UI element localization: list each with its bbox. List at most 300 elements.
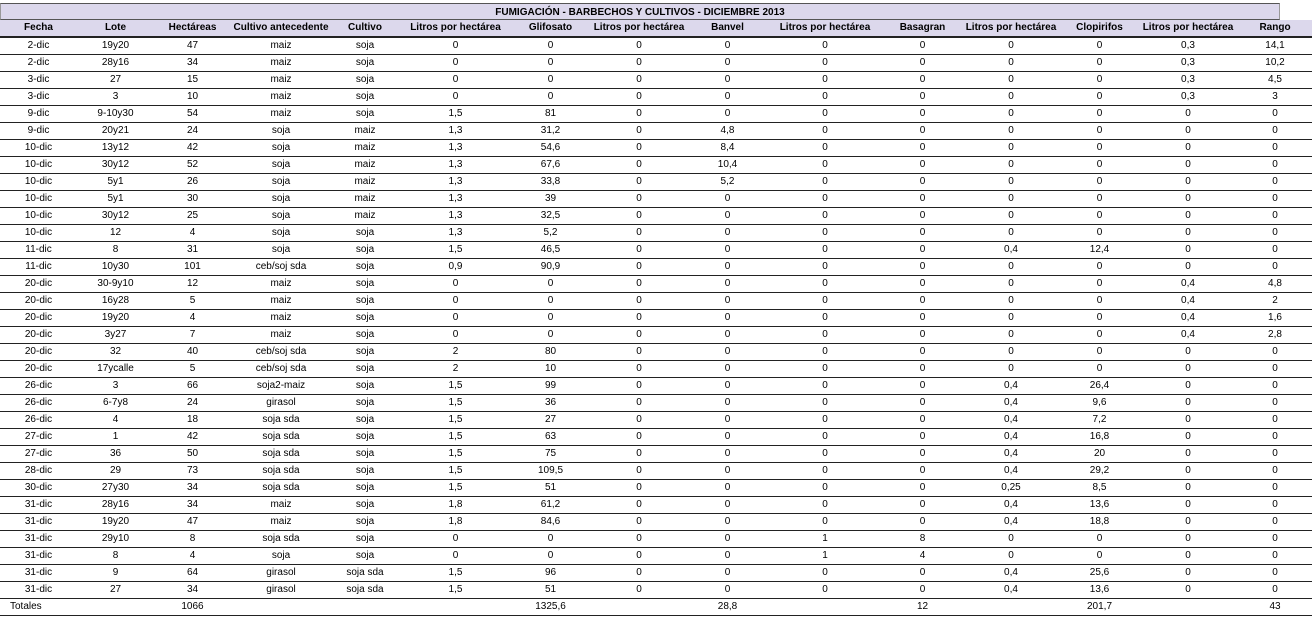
table-cell: 0 <box>1061 157 1138 174</box>
table-cell: soja <box>331 463 399 480</box>
table-cell: soja sda <box>231 412 331 429</box>
table-cell: 0 <box>689 276 766 293</box>
table-cell: 0 <box>589 157 689 174</box>
table-row <box>0 378 1312 395</box>
table-cell: 0 <box>589 89 689 106</box>
table-cell: 0,3 <box>1138 89 1238 106</box>
table-cell: 14,1 <box>1238 37 1312 55</box>
table-cell: 101 <box>154 259 231 276</box>
table-cell: 0 <box>766 310 884 327</box>
table-cell: 0 <box>689 242 766 259</box>
table-cell: 3-dic <box>0 89 77 106</box>
table-cell: maiz <box>331 157 399 174</box>
table-cell: 0 <box>766 106 884 123</box>
table-cell: soja <box>231 140 331 157</box>
table-cell: 34 <box>154 582 231 599</box>
table-cell: 0 <box>589 344 689 361</box>
table-cell: 19y20 <box>77 37 154 55</box>
table-cell: 0 <box>1061 140 1138 157</box>
table-cell: 0 <box>589 582 689 599</box>
table-cell: 39 <box>512 191 589 208</box>
table-row <box>0 191 1312 208</box>
table-cell: 0,4 <box>961 582 1061 599</box>
table-cell: 0 <box>689 565 766 582</box>
table-cell: 4 <box>77 412 154 429</box>
column-header: Fecha <box>0 20 77 37</box>
table-row <box>0 548 1312 565</box>
table-cell: soja <box>331 310 399 327</box>
table-cell: 0 <box>689 225 766 242</box>
table-cell: 0 <box>689 89 766 106</box>
table-cell: 0 <box>1061 344 1138 361</box>
table-cell: soja sda <box>231 480 331 497</box>
table-cell: 0 <box>961 548 1061 565</box>
table-cell: 0,4 <box>961 242 1061 259</box>
table-cell: maiz <box>231 310 331 327</box>
table-cell: soja sda <box>231 429 331 446</box>
table-cell: 0 <box>689 429 766 446</box>
table-cell: 3 <box>1238 89 1312 106</box>
table-cell: soja <box>331 72 399 89</box>
table-cell: maiz <box>331 208 399 225</box>
table-cell: 0 <box>1061 37 1138 55</box>
table-row <box>0 395 1312 412</box>
table-cell: 31-dic <box>0 497 77 514</box>
table-cell: 0 <box>1138 106 1238 123</box>
table-cell: 0 <box>1238 225 1312 242</box>
table-cell: 0 <box>1238 123 1312 140</box>
table-cell: 1,5 <box>399 446 512 463</box>
table-cell: 0 <box>884 582 961 599</box>
table-cell: 0 <box>689 480 766 497</box>
table-cell: 0 <box>1138 140 1238 157</box>
table-cell: 31-dic <box>0 514 77 531</box>
table-cell: 0 <box>1238 157 1312 174</box>
table-cell: 10,2 <box>1238 55 1312 72</box>
table-cell: 0 <box>1061 89 1138 106</box>
table-cell: 1,5 <box>399 480 512 497</box>
table-cell: 0 <box>884 55 961 72</box>
table-cell: 0 <box>1061 225 1138 242</box>
table-cell: 0 <box>884 293 961 310</box>
table-cell <box>331 599 399 616</box>
table-row <box>0 514 1312 531</box>
table-cell: 0 <box>689 37 766 55</box>
table-cell <box>399 599 512 616</box>
table-cell: 0 <box>766 259 884 276</box>
table-cell: 0,4 <box>961 463 1061 480</box>
table-cell: 0 <box>399 293 512 310</box>
table-cell: 0 <box>512 276 589 293</box>
column-header: Litros por hectárea <box>399 20 512 37</box>
table-cell: 29,2 <box>1061 463 1138 480</box>
table-cell: 1066 <box>154 599 231 616</box>
table-cell: 73 <box>154 463 231 480</box>
table-cell: 0 <box>1238 191 1312 208</box>
table-cell: soja <box>331 361 399 378</box>
table-cell: 0 <box>1238 514 1312 531</box>
table-row <box>0 497 1312 514</box>
table-row <box>0 106 1312 123</box>
table-cell: 0 <box>1238 446 1312 463</box>
table-cell: 0 <box>766 276 884 293</box>
table-cell: 33,8 <box>512 174 589 191</box>
table-cell: 0 <box>1238 242 1312 259</box>
table-cell: 0 <box>589 259 689 276</box>
table-cell: 0 <box>1138 225 1238 242</box>
table-cell: ceb/soj sda <box>231 344 331 361</box>
table-cell: 0 <box>961 106 1061 123</box>
table-cell: 0 <box>961 293 1061 310</box>
table-cell: 1 <box>766 548 884 565</box>
table-cell: 0 <box>512 293 589 310</box>
table-cell: 0 <box>766 463 884 480</box>
table-cell: 9 <box>77 565 154 582</box>
table-cell: 0,25 <box>961 480 1061 497</box>
table-cell: 15 <box>154 72 231 89</box>
table-cell: 1,8 <box>399 497 512 514</box>
table-row <box>0 208 1312 225</box>
table-cell: 0 <box>766 429 884 446</box>
table-cell: 26-dic <box>0 395 77 412</box>
table-cell: soja <box>231 174 331 191</box>
table-cell: 0 <box>512 531 589 548</box>
table-cell: 0 <box>689 310 766 327</box>
table-cell: soja <box>331 259 399 276</box>
table-cell: 0 <box>399 548 512 565</box>
table-cell: 10-dic <box>0 225 77 242</box>
table-cell: 0 <box>1138 174 1238 191</box>
table-cell: 28,8 <box>689 599 766 616</box>
table-cell: 0 <box>884 514 961 531</box>
table-cell: soja <box>331 429 399 446</box>
table-cell: girasol <box>231 582 331 599</box>
table-cell: 0 <box>766 446 884 463</box>
table-cell: 0 <box>589 276 689 293</box>
table-cell: 47 <box>154 37 231 55</box>
table-cell: 0 <box>589 242 689 259</box>
table-cell: maiz <box>331 191 399 208</box>
column-header: Glifosato <box>512 20 589 37</box>
table-cell: 1,5 <box>399 378 512 395</box>
table-cell: 2 <box>399 361 512 378</box>
table-cell: 8,4 <box>689 140 766 157</box>
table-cell: 0 <box>961 344 1061 361</box>
table-cell: 0 <box>689 55 766 72</box>
table-cell: 0 <box>1138 395 1238 412</box>
table-cell: 0 <box>961 140 1061 157</box>
table-cell: 0 <box>884 174 961 191</box>
table-cell: soja <box>331 344 399 361</box>
table-cell: 42 <box>154 140 231 157</box>
table-cell: 1,5 <box>399 106 512 123</box>
table-cell: 64 <box>154 565 231 582</box>
table-cell: 0 <box>1138 531 1238 548</box>
table-cell: 0 <box>766 157 884 174</box>
column-header: Litros por hectárea <box>766 20 884 37</box>
table-cell: 32 <box>77 344 154 361</box>
table-cell: 0 <box>1138 565 1238 582</box>
table-cell: 0 <box>1238 429 1312 446</box>
table-cell: 4,5 <box>1238 72 1312 89</box>
table-cell: 0,4 <box>961 412 1061 429</box>
table-cell: 0 <box>1061 548 1138 565</box>
table-cell: maiz <box>231 89 331 106</box>
table-cell: 0 <box>884 191 961 208</box>
table-cell: 0,3 <box>1138 55 1238 72</box>
table-cell: 0 <box>1138 463 1238 480</box>
fumigation-table <box>0 20 1312 616</box>
table-cell: 0 <box>961 310 1061 327</box>
table-cell: 26-dic <box>0 378 77 395</box>
table-cell: 0,4 <box>961 446 1061 463</box>
table-cell <box>961 599 1061 616</box>
table-cell: 0 <box>1061 123 1138 140</box>
table-cell: 31 <box>154 242 231 259</box>
table-cell: 0 <box>1061 174 1138 191</box>
table-cell: 2-dic <box>0 37 77 55</box>
table-cell: 0 <box>1138 208 1238 225</box>
table-row <box>0 582 1312 599</box>
table-cell: 0 <box>766 395 884 412</box>
table-cell: 0,4 <box>1138 293 1238 310</box>
table-cell: 0 <box>1238 208 1312 225</box>
table-cell: 0 <box>1238 378 1312 395</box>
table-cell: soja <box>331 395 399 412</box>
table-cell: soja <box>331 497 399 514</box>
table-cell: 5y1 <box>77 191 154 208</box>
table-cell: 8 <box>77 548 154 565</box>
table-cell: 34 <box>154 480 231 497</box>
table-cell: 12 <box>77 225 154 242</box>
column-header: Litros por hectárea <box>961 20 1061 37</box>
table-cell: 0 <box>689 412 766 429</box>
table-cell: 0 <box>1138 480 1238 497</box>
table-cell: 24 <box>154 123 231 140</box>
table-row <box>0 480 1312 497</box>
table-cell: 0 <box>689 259 766 276</box>
table-cell: 0 <box>689 395 766 412</box>
table-cell: 0 <box>766 480 884 497</box>
table-cell: 10-dic <box>0 140 77 157</box>
table-cell: 0 <box>1138 446 1238 463</box>
column-header: Cultivo antecedente <box>231 20 331 37</box>
table-cell: 0 <box>689 497 766 514</box>
table-cell: 0,9 <box>399 259 512 276</box>
table-cell: 0 <box>1061 259 1138 276</box>
table-cell: 29y10 <box>77 531 154 548</box>
table-cell: 10-dic <box>0 208 77 225</box>
table-cell: 0 <box>1061 208 1138 225</box>
table-cell: 0 <box>1238 259 1312 276</box>
table-cell: 96 <box>512 565 589 582</box>
table-cell: 0,4 <box>1138 327 1238 344</box>
table-cell: maiz <box>231 72 331 89</box>
table-cell: 0 <box>884 361 961 378</box>
table-cell: 90,9 <box>512 259 589 276</box>
column-header: Litros por hectárea <box>589 20 689 37</box>
table-cell: ceb/soj sda <box>231 361 331 378</box>
table-cell: maiz <box>231 327 331 344</box>
table-cell: 0 <box>961 531 1061 548</box>
table-cell: 1,5 <box>399 565 512 582</box>
table-cell: 0 <box>1238 174 1312 191</box>
table-cell: 0 <box>1138 259 1238 276</box>
table-cell: 0 <box>1238 463 1312 480</box>
table-cell: 0 <box>589 72 689 89</box>
table-cell: 1,3 <box>399 140 512 157</box>
table-cell: 0 <box>766 514 884 531</box>
table-cell: 0 <box>884 344 961 361</box>
table-cell: 0 <box>689 327 766 344</box>
table-cell: 2-dic <box>0 55 77 72</box>
table-cell: 0 <box>766 293 884 310</box>
table-cell: 3-dic <box>0 72 77 89</box>
table-cell: 0 <box>1138 514 1238 531</box>
table-cell: 0 <box>884 242 961 259</box>
table-cell: soja2-maiz <box>231 378 331 395</box>
table-row <box>0 446 1312 463</box>
table-cell: 0 <box>961 157 1061 174</box>
table-cell: 28y16 <box>77 55 154 72</box>
table-cell <box>589 599 689 616</box>
table-cell: 0 <box>589 37 689 55</box>
table-cell: 27 <box>77 582 154 599</box>
table-cell: 0 <box>961 259 1061 276</box>
table-cell: 0 <box>589 208 689 225</box>
table-cell: soja <box>231 225 331 242</box>
table-cell: soja <box>331 327 399 344</box>
table-cell: 0 <box>766 497 884 514</box>
table-cell: 0 <box>689 106 766 123</box>
table-cell: 0 <box>512 37 589 55</box>
table-cell: 0 <box>766 191 884 208</box>
table-cell: 0 <box>884 123 961 140</box>
table-cell: 0 <box>399 72 512 89</box>
table-cell: 0 <box>589 497 689 514</box>
table-cell: 0 <box>589 531 689 548</box>
table-cell: 19y20 <box>77 514 154 531</box>
table-cell: maiz <box>231 514 331 531</box>
table-cell: 10 <box>154 89 231 106</box>
table-cell: 42 <box>154 429 231 446</box>
table-cell: 3y27 <box>77 327 154 344</box>
table-row <box>0 89 1312 106</box>
table-row <box>0 37 1312 55</box>
table-cell: 1,3 <box>399 123 512 140</box>
table-cell: 63 <box>512 429 589 446</box>
table-row <box>0 531 1312 548</box>
table-cell: 31-dic <box>0 565 77 582</box>
table-cell: 80 <box>512 344 589 361</box>
table-cell: soja <box>231 157 331 174</box>
table-cell: 0 <box>884 480 961 497</box>
table-cell: 1,3 <box>399 208 512 225</box>
table-cell: 0 <box>589 191 689 208</box>
table-cell: soja sda <box>231 463 331 480</box>
table-cell: ceb/soj sda <box>231 259 331 276</box>
table-cell: 1,5 <box>399 395 512 412</box>
table-cell: 4 <box>154 548 231 565</box>
table-cell: 28y16 <box>77 497 154 514</box>
table-cell: 0 <box>961 123 1061 140</box>
table-cell: 27 <box>77 72 154 89</box>
table-cell <box>77 599 154 616</box>
table-cell: 32,5 <box>512 208 589 225</box>
table-cell: 27 <box>512 412 589 429</box>
table-row <box>0 429 1312 446</box>
table-cell: 30y12 <box>77 157 154 174</box>
table-cell: soja <box>331 276 399 293</box>
table-cell: 0 <box>399 531 512 548</box>
column-header: Lote <box>77 20 154 37</box>
table-cell: 0 <box>399 327 512 344</box>
table-cell: 54 <box>154 106 231 123</box>
table-cell: 30 <box>154 191 231 208</box>
table-cell: 10y30 <box>77 259 154 276</box>
table-cell: 20-dic <box>0 276 77 293</box>
table-cell: 1,5 <box>399 463 512 480</box>
table-cell: 0 <box>589 378 689 395</box>
table-row <box>0 242 1312 259</box>
table-cell: 0 <box>884 327 961 344</box>
table-cell: 13,6 <box>1061 497 1138 514</box>
table-cell: 0 <box>1138 344 1238 361</box>
table-cell: 0 <box>589 310 689 327</box>
table-cell: 0 <box>884 310 961 327</box>
table-cell: 61,2 <box>512 497 589 514</box>
table-cell: 26 <box>154 174 231 191</box>
table-cell: soja <box>331 548 399 565</box>
table-cell: 0 <box>766 174 884 191</box>
table-cell: 109,5 <box>512 463 589 480</box>
table-cell: maiz <box>231 276 331 293</box>
table-cell: 4 <box>154 310 231 327</box>
table-cell: 51 <box>512 582 589 599</box>
table-row <box>0 412 1312 429</box>
table-cell: soja <box>331 293 399 310</box>
table-cell: 51 <box>512 480 589 497</box>
table-header <box>0 20 1312 37</box>
table-cell: 0,4 <box>961 497 1061 514</box>
table-cell: 31-dic <box>0 582 77 599</box>
table-cell: 0 <box>884 140 961 157</box>
table-cell: 81 <box>512 106 589 123</box>
table-cell: maiz <box>231 55 331 72</box>
table-cell: 0 <box>766 582 884 599</box>
table-cell: soja <box>331 446 399 463</box>
table-cell: 0 <box>589 412 689 429</box>
table-cell: 31-dic <box>0 531 77 548</box>
table-cell: 201,7 <box>1061 599 1138 616</box>
table-cell: soja sda <box>231 446 331 463</box>
table-cell: 1,5 <box>399 242 512 259</box>
table-cell: 20-dic <box>0 361 77 378</box>
table-cell: 0 <box>884 497 961 514</box>
table-row <box>0 361 1312 378</box>
table-cell: 0 <box>1061 310 1138 327</box>
table-cell: 0 <box>1238 497 1312 514</box>
table-row <box>0 123 1312 140</box>
table-cell: 0 <box>1138 191 1238 208</box>
table-cell: 0 <box>1138 242 1238 259</box>
table-cell: 19y20 <box>77 310 154 327</box>
table-cell: 24 <box>154 395 231 412</box>
table-cell: maiz <box>331 123 399 140</box>
table-cell: 0 <box>589 293 689 310</box>
table-cell: 26,4 <box>1061 378 1138 395</box>
table-cell: 0 <box>961 208 1061 225</box>
